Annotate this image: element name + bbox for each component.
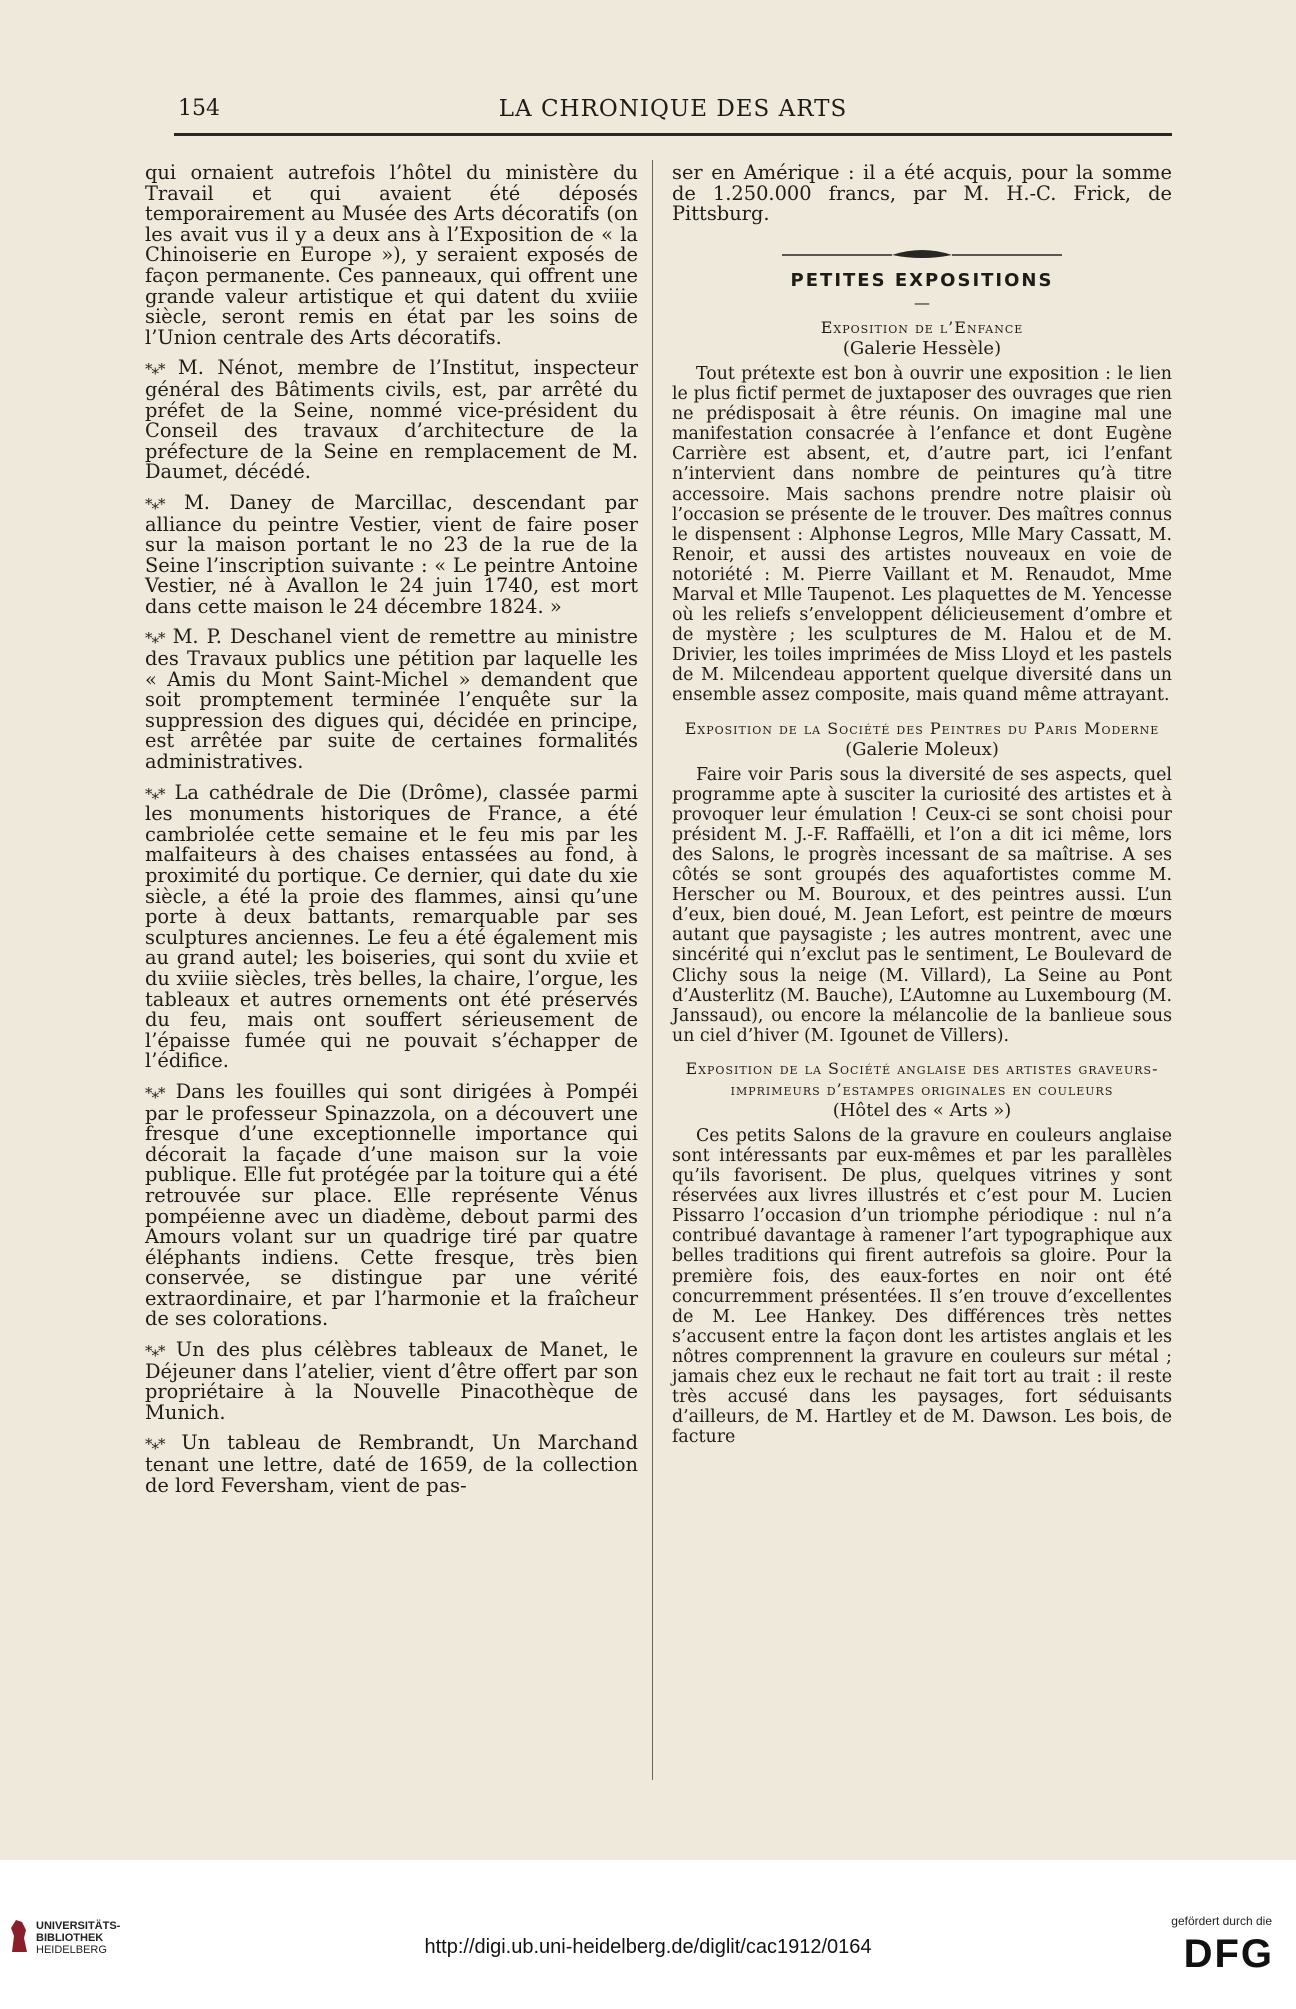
page-number: 154	[178, 96, 220, 121]
left-column	[145, 163, 638, 1496]
paragraph-manet: *⁎* Un des plus célèbres tableaux de Manet, le Déjeuner dans l’atelier, vient d’être offert par son propriétaire à la Nouvelle Pinacothèque de Munich.	[145, 1338, 638, 1424]
ornament-divider	[772, 247, 1072, 261]
paragraph-deschanel: *⁎* M. P. Deschanel vient de remettre au ministre des Travaux publics une pétition par laquelle les « Amis du Mont Saint-Michel » demandent que soit promptement terminée l’enquête sur la suppression des digues qui, décidée en principe, est arrêtée par suite de certaines formalités administratives.	[145, 625, 638, 774]
paragraph-rembrandt: *⁎* Un tableau de Rembrandt, Un Marchand tenant une lettre, daté de 1659, de la collection de lord Feversham, vient de pas-	[145, 1431, 638, 1497]
paragraph-continued: ser en Amérique : il a été acquis, pour la somme de 1.250.000 francs, par M. H.-C. Frick, de Pittsburg.	[672, 161, 1172, 226]
exhibition-gallery: (Galerie Moleux)	[845, 738, 999, 760]
exhibition-title: Exposition de la Société anglaise des artistes graveurs-imprimeurs d’estampes originales en couleurs	[685, 1058, 1159, 1099]
dfg-logo: DFG	[1183, 1932, 1274, 1976]
paragraph-nenot: *⁎* M. Nénot, membre de l’Institut, inspecteur général des Bâtiments civils, est, par arrêté du préfet de la Seine, nommé vice-président du Conseil des travaux d’architecture de la préfecture de la Seine en remplacement de M. Daumet, décédé.	[145, 356, 638, 484]
stars-mark: *⁎*	[145, 629, 165, 648]
title-dash: —	[914, 292, 930, 312]
exhibition-gallery: (Galerie Hessèle)	[842, 337, 1002, 359]
paragraph-intro: qui ornaient autrefois l’hôtel du ministère du Travail et qui avaient été déposés temporairement au Musée des Arts décoratifs (on les avait vus il y a deux ans à l’Exposition de « la Chinoiserie en Europe »), y seraient exposés de façon permanente. Ces panneaux, qui offrent une grande valeur artistique et qui datent du xviiie siècle, seront remis en état par les soins de l’Union centrale des Arts décoratifs.	[145, 161, 638, 349]
stars-mark: *⁎*	[145, 360, 165, 379]
exhibition-gallery: (Hôtel des « Arts »)	[832, 1099, 1012, 1121]
section-title: PETITES EXPOSITIONS	[790, 269, 1054, 291]
sponsor-label: gefördert durch die	[1171, 1914, 1272, 1928]
header-rule	[174, 133, 1172, 136]
exhibition-title: Exposition de l’Enfance	[820, 317, 1024, 337]
exhibition-title: Exposition de la Société des Peintres du Paris Moderne	[684, 718, 1160, 738]
paragraph-vestier: *⁎* M. Daney de Marcillac, descendant par alliance du peintre Vestier, vient de faire poser sur la maison portant le no 23 de la rue de la Seine l’inscription suivante : « Le peintre Antoine Vestier, né à Avallon le 24 juin 1740, est mort dans cette maison le 24 décembre 1824. »	[145, 490, 638, 618]
stars-mark: *⁎*	[145, 1435, 165, 1454]
stars-mark: *⁎*	[145, 1342, 165, 1361]
stars-mark: *⁎*	[145, 494, 165, 513]
page-header	[178, 96, 1168, 126]
stars-mark: *⁎*	[145, 1083, 165, 1102]
right-column	[672, 163, 1172, 1447]
paragraph-pompei: *⁎* Dans les fouilles qui sont dirigées à Pompéi par le professeur Spinazzola, on a découvert une fresque d’une exceptionnelle importance qui décorait la façade d’une maison sur la voie publique. Elle fut protégée par la toiture qui a été retrouvée sur place. Elle représente Vénus pompéienne avec un diadème, debout parmi des Amours volant sur un quadrige tiré par quatre éléphants indiens. Cette fresque, très bien conservée, se distingue par une vérité extraordinaire, et par l’harmonie et la fraîcheur de ses colorations.	[145, 1079, 638, 1331]
running-title: LA CHRONIQUE DES ARTS	[498, 96, 848, 122]
digitization-footer	[0, 1860, 1296, 2009]
paragraph-die: *⁎* La cathédrale de Die (Drôme), classée parmi les monuments historiques de France, a été cambriolée cette semaine et le feu mis par les malfaiteurs à des chaises entassées au fond, à proximité du portique. Ce dernier, qui date du xie siècle, a été la proie des flammes, ainsi qu’une porte à deux battants, remarquable par ses sculptures anciennes. Le feu a été également mis au grand autel; les boiseries, qui sont du xviie et du xviiie siècles, très belles, la chaire, l’orgue, les tableaux et autres ornements ont été préservés du feu, mais ont souffert sérieusement de l’épaisse fumée qui ne pouvait s’échapper de l’édifice.	[145, 780, 638, 1073]
column-divider	[652, 160, 653, 1780]
stars-mark: *⁎*	[145, 784, 165, 803]
exhibition-text: Tout prétexte est bon à ouvrir une exposition : le lien le plus fictif permet de juxtaposer des ouvrages que rien ne prédisposait à être réunis. On imagine mal une manifestation consacrée à l’enfance et dont Eugène Carrière est absent, et, d’autre part, ici l’enfant n’intervient dans nombre de peintures qu’à titre accessoire. Mais sachons prendre notre plaisir où l’occasion se présente de le trouver. Des maîtres connus le dispensent : Alphonse Legros, Mlle Mary Cassatt, M. Renoir, et aussi des artistes nouveaux en voie de notoriété : M. Pierre Vaillant et M. Renaudot, Mme Marval et Mlle Taupenot. Les plaquettes de M. Yencesse où les reliefs s’enveloppent délicieusement d’ombre et de mystère ; les sculptures de M. Halou et de M. Drivier, les toiles imprimées de Miss Lloyd et les pastels de M. Milcendeau apportent quelque diversité dans un ensemble assez composite, mais quand même attrayant.	[672, 363, 1172, 706]
exhibition-text: Faire voir Paris sous la diversité de ses aspects, quel programme apte à susciter la curiosité des artistes et à provoquer leur émulation ! Ceux-ci se sont choisi pour président M. J.-F. Raffaëlli, et l’on a dit ici même, lors des Salons, le progrès incessant de sa maîtrise. A ses côtés se sont groupés des aquafortistes comme M. Herscher ou M. Bouroux, et des peintres aussi. L’un d’eux, bien doué, M. Jean Lefort, est peintre de mœurs autant que paysagiste ; les autres montrent, avec une sincérité qui n’exclut pas le sentiment, Le Boulevard de Clichy sous la neige (M. Villard), La Seine au Pont d’Austerlitz (M. Bauche), L’Automne au Luxembourg (M. Janssaud), ou encore la mélancolie de la banlieue sous un ciel d’hiver (M. Igounet de Villers).	[672, 764, 1172, 1046]
institution-name: UNIVERSITÄTS- BIBLIOTHEK HEIDELBERG	[36, 1920, 121, 1956]
exhibition-text: Ces petits Salons de la gravure en couleurs anglaise sont intéressants par eux-mêmes et par les parallèles qu’ils favorisent. De plus, quelques vitrines y sont réservées aux livres illustrés et c’est pour M. Lucien Pissarro l’occasion d’un triomphe périodique : nul n’a contribué davantage à ramener l’art typographique aux belles traditions qui firent autrefois sa gloire. Pour la première fois, des eaux-fortes en noir ont été concurremment présentées. Il s’en trouve d’excellentes de M. Lee Hankey. Des différences très nettes s’accusent entre la façon dont les artistes anglais et les nôtres comprennent la gravure en couleurs sur métal ; jamais chez eux le rechaut ne fait tort au trait : il reste très accusé dans les paysages, fort séduisants d’ailleurs, de M. Hartley et de M. Dawson. Les bois, de facture	[672, 1125, 1172, 1448]
source-url-link[interactable]: http://digi.ub.uni-heidelberg.de/diglit/cac1912/0164	[424, 1936, 872, 1958]
